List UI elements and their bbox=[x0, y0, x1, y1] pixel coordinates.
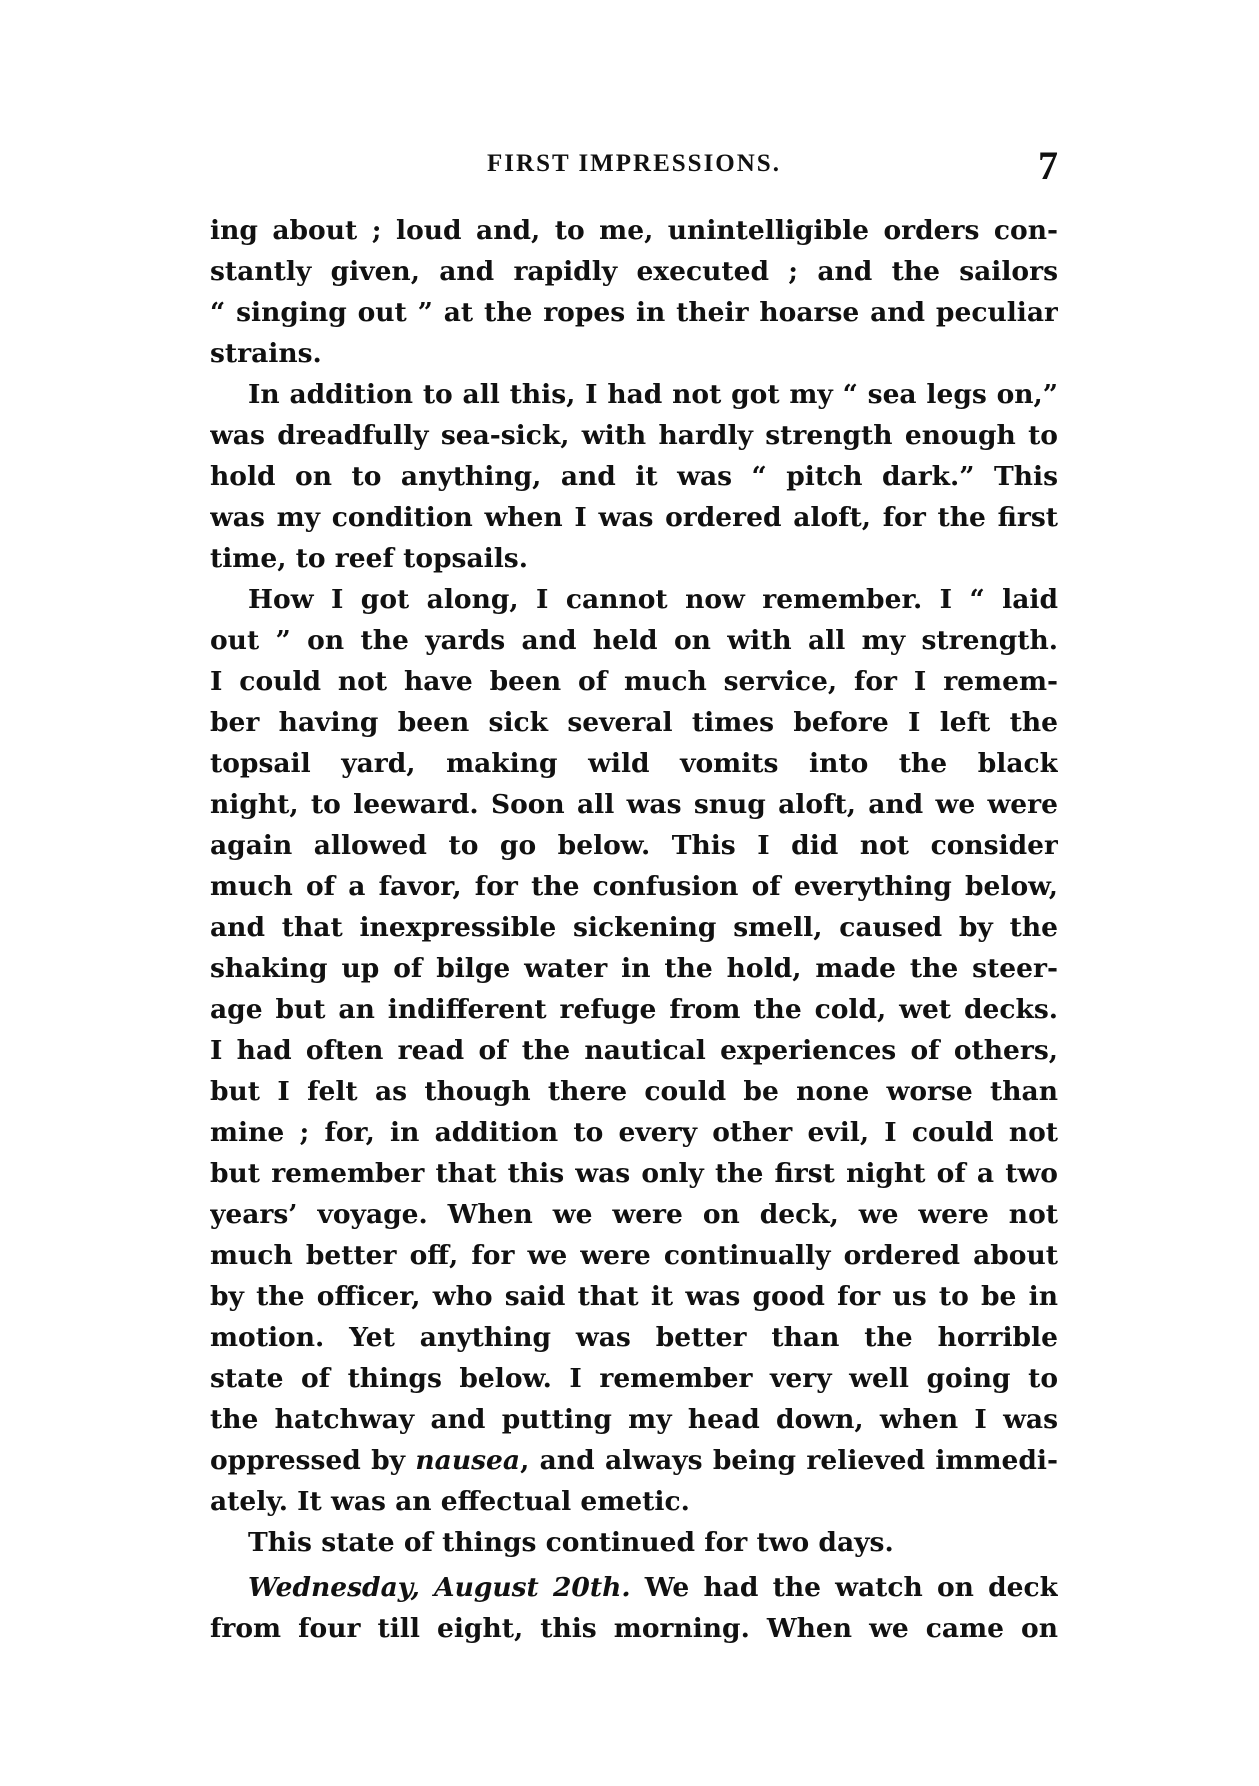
text-line: but remember that this was only the first night of a two bbox=[210, 1158, 1058, 1189]
text-line: ately. It was an effectual emetic. bbox=[210, 1486, 690, 1517]
text-line: This state of things continued for two days. bbox=[248, 1527, 894, 1558]
text-line: In addition to all this, I had not got my “ sea legs on,” bbox=[248, 379, 1058, 410]
text-line: was my condition when I was ordered aloft, for the first bbox=[210, 502, 1058, 533]
running-title: FIRST IMPRESSIONS. bbox=[487, 150, 781, 177]
text-line: age but an indifferent refuge from the cold, wet decks. bbox=[210, 994, 1058, 1025]
text-line: motion. Yet anything was better than the horrible bbox=[210, 1322, 1058, 1353]
text-line: stantly given, and rapidly executed ; and the sailors bbox=[210, 256, 1058, 287]
italic-date: Wednesday, August 20th. bbox=[248, 1572, 631, 1603]
running-head bbox=[210, 142, 1058, 192]
text-line: shaking up of bilge water in the hold, made the steer- bbox=[210, 953, 1058, 984]
text-line: topsail yard, making wild vomits into the black bbox=[210, 748, 1058, 779]
text-line: time, to reef topsails. bbox=[210, 543, 528, 574]
text-line: I could not have been of much service, for I remem- bbox=[210, 666, 1058, 697]
text-line: How I got along, I cannot now remember. I “ laid bbox=[248, 584, 1058, 615]
text-run: We had the watch on deck bbox=[630, 1572, 1058, 1603]
text-line: strains. bbox=[210, 338, 322, 369]
italic-word: nausea bbox=[415, 1445, 521, 1476]
text-line: and that inexpressible sickening smell, caused by the bbox=[210, 912, 1058, 943]
text-line: years’ voyage. When we were on deck, we were not bbox=[210, 1199, 1058, 1230]
body-text bbox=[210, 210, 1058, 1649]
text-line: hold on to anything, and it was “ pitch dark.” This bbox=[210, 461, 1058, 492]
text-line: night, to leeward. Soon all was snug aloft, and we were bbox=[210, 789, 1058, 820]
text-line: much better off, for we were continually ordered about bbox=[210, 1240, 1058, 1271]
text-line: mine ; for, in addition to every other evil, I could not bbox=[210, 1117, 1058, 1148]
text-line: but I felt as though there could be none worse than bbox=[210, 1076, 1058, 1107]
text-line: I had often read of the nautical experiences of others, bbox=[210, 1035, 1058, 1066]
text-run: oppressed by bbox=[210, 1445, 416, 1476]
text-line: was dreadfully sea-sick, with hardly strength enough to bbox=[210, 420, 1058, 451]
text-line: “ singing out ” at the ropes in their hoarse and peculiar bbox=[210, 297, 1058, 328]
page-number: 7 bbox=[1038, 143, 1058, 188]
text-line: ber having been sick several times before I left the bbox=[210, 707, 1058, 738]
text-line: by the officer, who said that it was good for us to be in bbox=[210, 1281, 1058, 1312]
text-line: much of a favor, for the confusion of everything below, bbox=[210, 871, 1058, 902]
text-line bbox=[210, 1440, 1058, 1481]
text-run: , and always being relieved immedi- bbox=[520, 1445, 1058, 1476]
text-line: state of things below. I remember very well going to bbox=[210, 1363, 1058, 1394]
text-line: from four till eight, this morning. When we came on bbox=[210, 1613, 1058, 1644]
text-line: out ” on the yards and held on with all my strength. bbox=[210, 625, 1058, 656]
text-line: the hatchway and putting my head down, when I was bbox=[210, 1404, 1058, 1435]
text-line: ing about ; loud and, to me, unintelligible orders con- bbox=[210, 215, 1058, 246]
text-line: again allowed to go below. This I did not consider bbox=[210, 830, 1058, 861]
text-line bbox=[210, 1567, 1058, 1608]
